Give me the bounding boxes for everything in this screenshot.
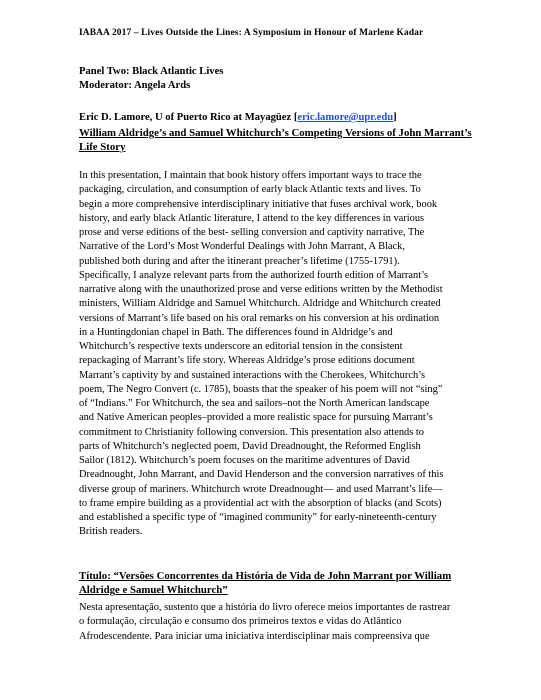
moderator-line: Moderator: Angela Ards	[79, 80, 191, 91]
author-name: Eric D. Lamore, U of Puerto Rico at Mayagüez [	[79, 112, 298, 123]
panel-title: Panel Two: Black Atlantic Lives	[79, 66, 224, 77]
author-email-link[interactable]: eric.lamore@upr.edu	[297, 112, 394, 123]
author-line	[79, 112, 397, 123]
portuguese-abstract: Nesta apresentação, sustento que a história do livro oferece meios importantes de rastrear o formulação, circulação e consumo dos primeiros textos e vidas do Atlântico Afrodescendente. Para iniciar uma iniciativa interdisciplinar mais compreensiva que	[79, 602, 451, 642]
english-title: William Aldridge’s and Samuel Whitchurch’s Competing Versions of John Marrant’s Life Story	[79, 127, 472, 154]
author-bracket: ]	[393, 112, 397, 123]
page-header: IABAA 2017 – Lives Outside the Lines: A Symposium in Honour of Marlene Kadar	[79, 28, 424, 38]
portuguese-title: Título: “Versões Concorrentes da História de Vida de John Marrant por William Aldridge e Samuel Whitchurch”	[79, 570, 452, 597]
english-abstract: In this presentation, I maintain that book history offers important ways to trace the packaging, circulation, and consumption of early black Atlantic texts and lives. To begin a more comprehensive interdisciplinary initiative that fuses archival work, book history, and early black Atlantic literature, I attend to the key differences in various prose and verse editions of the best- selling conversion and captivity narrative, The Narrative of the Lord’s Most Wonderful Dealings with John Marrant, A Black, published both during and after the itinerant preacher’s lifetime (1755-1791). Specifically, I analyze relevant parts from the authorized fourth edition of Marrant’s narrative along with the unauthorized prose and verse editions written by the Methodist ministers, William Aldridge and Samuel Whitchurch. Aldridge and Whitchurch created versions of Marrant’s life based on his oral remarks on his conversion at his ordination in a Huntingdonian chapel in Bath. The differences found in Aldridge’s and Whitchurch’s respective texts underscore an editorial tension in the consistent repackaging of Marrant’s life story. Whereas Aldridge’s prose editions document Marrant’s captivity by and sustained interactions with the Cherokees, Whitchurch’s poem, The Negro Convert (c. 1785), boasts that the speaker of his poem will not “sing” of “Indians.” For Whitchurch, the sea and sailors–not the North American landscape and Native American peoples–provided a more realistic space for pursuing Marrant’s commitment to Christianity following conversion. This presentation also attends to parts of Whitchurch’s neglected poem, David Dreadnought, the Reformed English Sailor (1812). Whitchurch’s poem focuses on the maritime adventures of David Dreadnought, John Marrant, and David Henderson and the conversion narratives of this diverse group of mariners. Whitchurch wrote Dreadnought— and used Marrant’s life— to frame empire building as a providential act with the absorption of blacks (and Scots) and established a specific type of “imagined community” for early-nineteenth-century British readers.	[79, 170, 444, 538]
